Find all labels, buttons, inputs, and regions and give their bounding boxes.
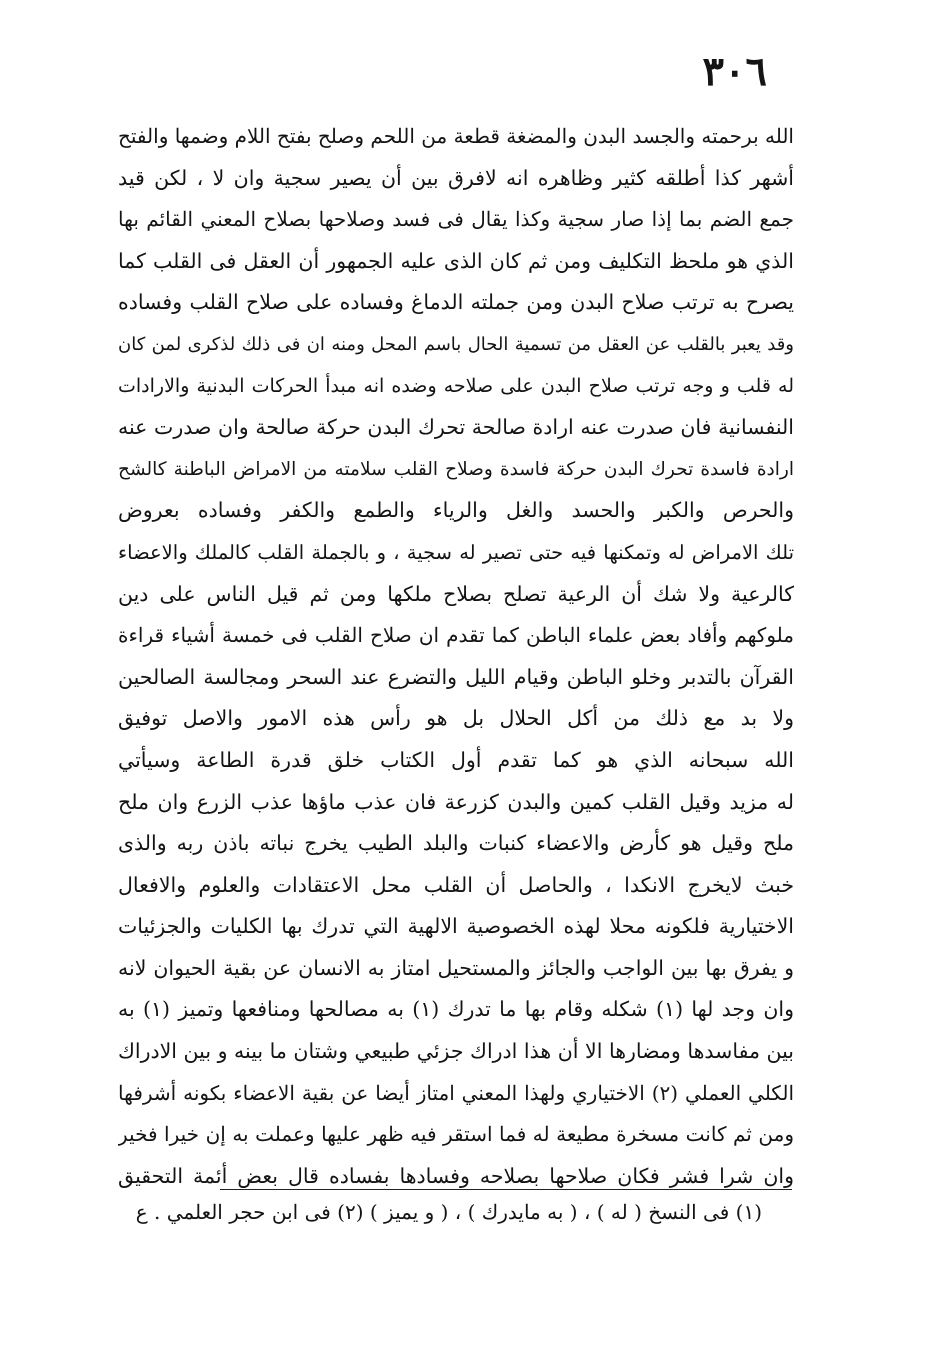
text-line: أشهر كذا أطلقه كثير وظاهره انه لافرق بين أن يصير سجية وان لا ، لكن قيد bbox=[118, 165, 794, 190]
text-line: الذي هو ملحظ التكليف ومن ثم كان الذى عليه الجمهور أن العقل فى القلب كما bbox=[118, 248, 794, 273]
text-line: وقد يعبر بالقلب عن العقل من تسمية الحال باسم المحل ومنه ان فى ذلك لذكرى لمن كان bbox=[118, 333, 794, 355]
page-number: ٣٠٦ bbox=[702, 48, 767, 95]
text-line: كالرعية ولا شك أن الرعية تصلح بصلاح ملكها ومن ثم قيل الناس على دين bbox=[118, 581, 794, 606]
text-line: بين مفاسدها ومضارها الا أن هذا ادراك جزئي طبيعي وشتان ما بينه و بين الادراك bbox=[118, 1039, 794, 1064]
text-line: وان وجد لها (١) شكله وقام بها ما تدرك (١) به مصالحها ومنافعها وتميز (١) به bbox=[118, 997, 794, 1022]
text-line: خبث لايخرج الانكدا ، والحاصل أن القلب محل الاعتقادات والعلوم والافعال bbox=[118, 872, 794, 897]
text-line: الله برحمته والجسد البدن والمضغة قطعة من اللحم وصلح بفتح اللام وضمها والفتح bbox=[118, 124, 794, 148]
text-line: الاختيارية فلكونه محلا لهذه الخصوصية الالهية التي تدرك بها الكليات والجزئيات bbox=[118, 914, 794, 939]
text-line: ملوكهم وأفاد بعض علماء الباطن كما تقدم ان صلاح القلب فى خمسة أشياء قراءة bbox=[118, 623, 794, 648]
text-line: ومن ثم كانت مسخرة مطيعة له فما استقر فيه ظهر عليها وعملت به إن خيرا فخير bbox=[118, 1122, 794, 1147]
text-line: القرآن بالتدبر وخلو الباطن وقيام الليل والتضرع عند السحر ومجالسة الصالحين bbox=[118, 664, 794, 689]
text-line: ارادة فاسدة تحرك البدن حركة فاسدة وصلاح القلب سلامته من الامراض الباطنة كالشح bbox=[118, 458, 794, 480]
text-line: ولا بد مع ذلك من أكل الحلال بل هو رأس هذه الامور والاصل توفيق bbox=[118, 706, 794, 731]
text-line: الله سبحانه الذي هو كما تقدم أول الكتاب خلق قدرة الطاعة وسيأتي bbox=[118, 747, 794, 772]
text-line: الكلي العملي (٢) الاختياري ولهذا المعني امتاز أيضا عن بقية الاعضاء بكونه أشرفها bbox=[118, 1080, 794, 1105]
footnote-divider bbox=[220, 1189, 792, 1190]
text-line: ملح وقيل هو كأرض والاعضاء كنبات والبلد الطيب يخرج نباته باذن ربه والذى bbox=[118, 831, 794, 856]
text-line: له مزيد وقيل القلب كمين والبدن كزرعة فان عذب ماؤها عذب الزرع وان ملح bbox=[118, 789, 794, 814]
text-line: النفسانية فان صدرت عنه ارادة صالحة تحرك البدن حركة صالحة وان صدرت عنه bbox=[118, 415, 794, 440]
body-text bbox=[118, 116, 794, 1197]
text-line: و يفرق بها بين الواجب والجائز والمستحيل امتاز به الانسان عن بقية الحيوان لانه bbox=[118, 955, 794, 980]
text-line: له قلب و وجه ترتب صلاح البدن على صلاحه وضده انه مبدأ الحركات البدنية والارادات bbox=[118, 374, 794, 397]
text-line: تلك الامراض له وتمكنها فيه حتى تصير له سجية ، و بالجملة القلب كالملك والاعضاء bbox=[118, 540, 794, 564]
text-line: يصرح به ترتب صلاح البدن ومن جملته الدماغ وفساده على صلاح القلب وفساده bbox=[118, 290, 794, 315]
footnote: (١) فى النسخ ( له ) ، ( به مايدرك ) ، ( و يميز ) (٢) فى ابن حجر العلمي . ع bbox=[135, 1200, 762, 1224]
text-line: جمع الضم بما إذا صار سجية وكذا يقال فى فسد وصلاحها بصلاح المعني القائم بها bbox=[118, 207, 794, 232]
text-line: والحرص والكبر والحسد والغل والرياء والطمع والكفر وفساده بعروض bbox=[118, 498, 794, 523]
text-line: وان شرا فشر فكان صلاحها بصلاحه وفسادها بفساده قال بعض أئمة التحقيق bbox=[118, 1163, 794, 1188]
